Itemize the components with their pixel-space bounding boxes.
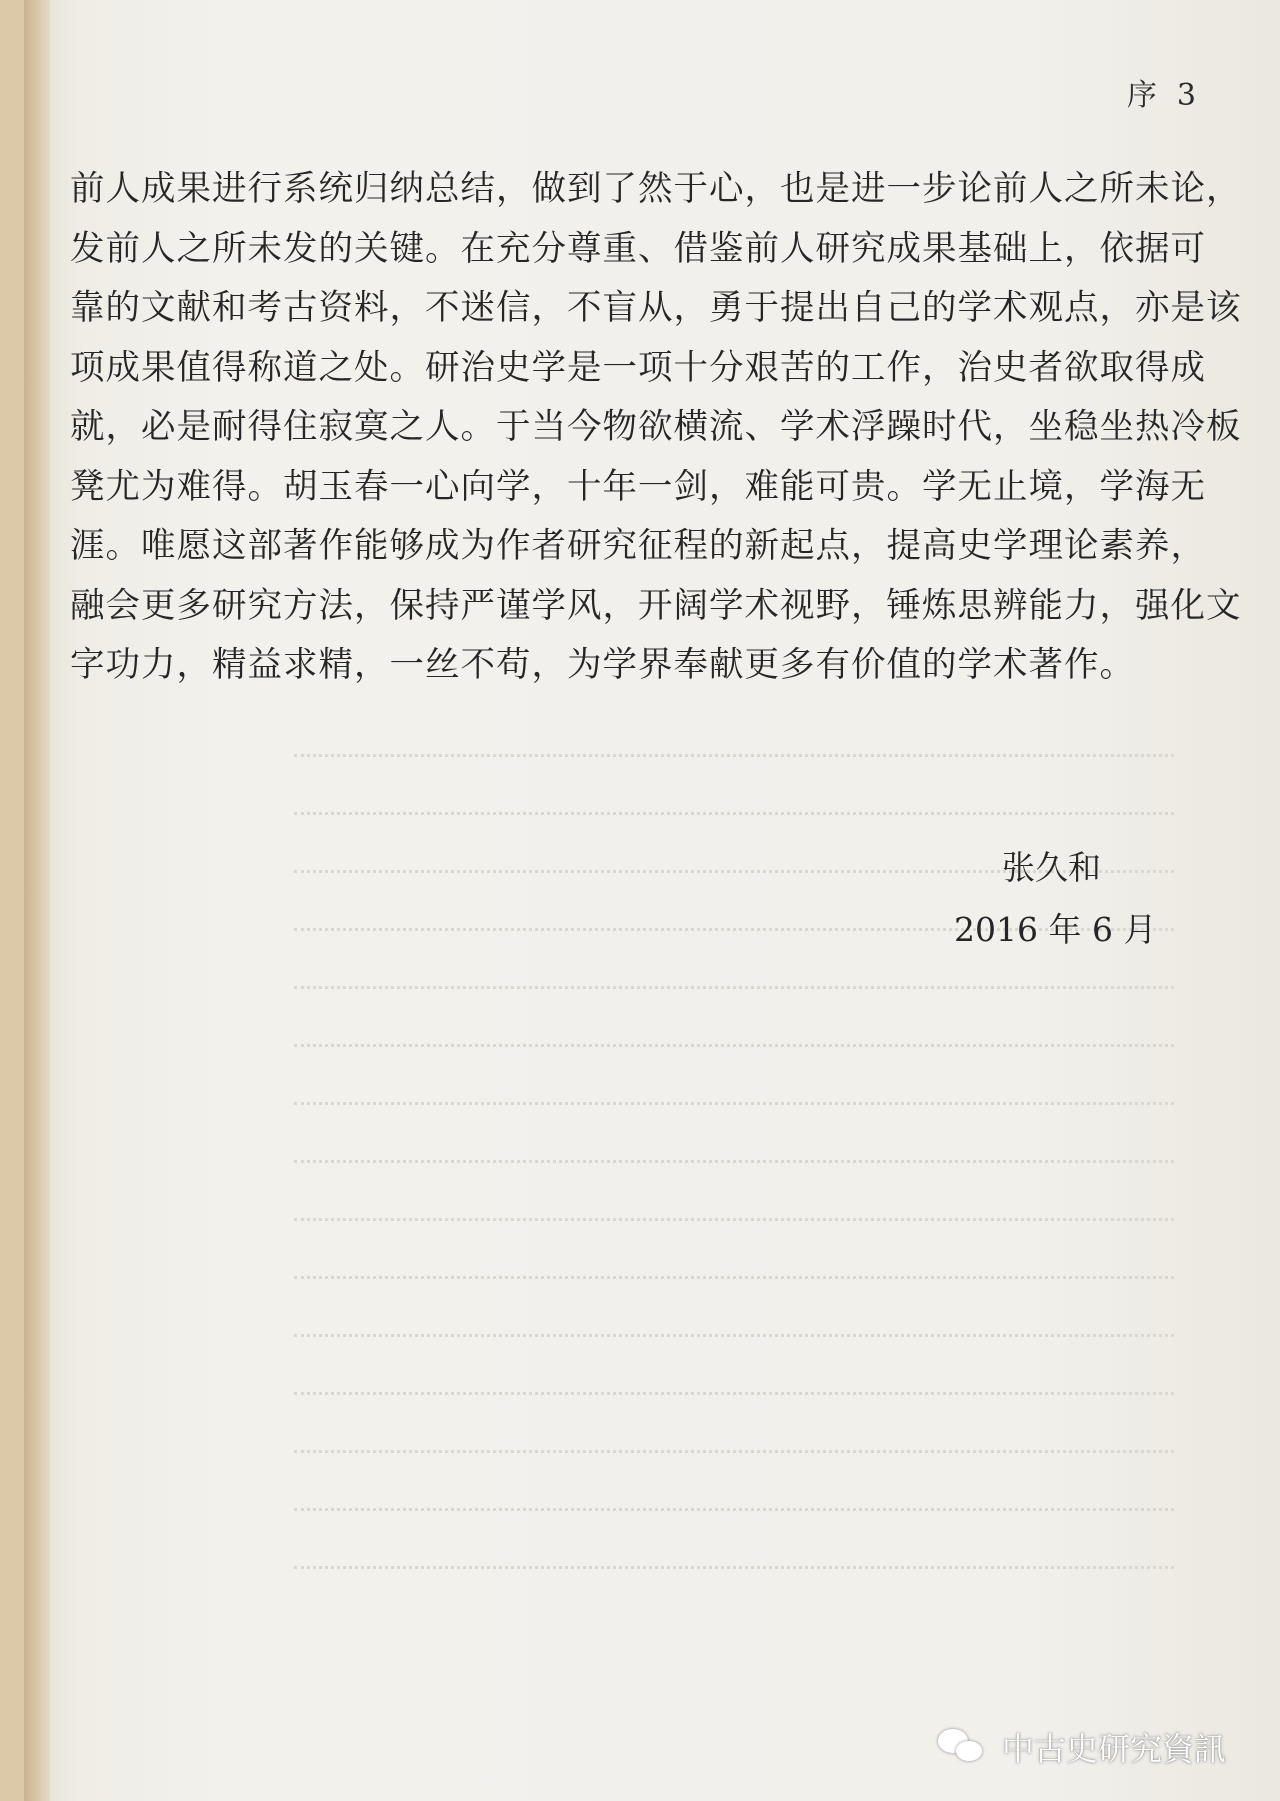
text-line: 字功力，精益求精，一丝不苟，为学界奉献更多有价值的学术著作。 <box>70 645 1135 685</box>
text-line: 凳尤为难得。胡玉春一心向学，十年一剑，难能可贵。学无止境，学海无 <box>70 466 1206 507</box>
running-header <box>1109 70 1198 114</box>
watermark-text: 中古史研究資訊 <box>1001 1730 1226 1768</box>
signature-date: 2016 年 6 月 <box>954 910 1157 949</box>
wechat-icon <box>938 1727 988 1767</box>
body-paragraph <box>70 160 1250 696</box>
text-line: 前人成果进行系统归纳总结，做到了然于心，也是进一步论前人之所未论， <box>70 169 1242 209</box>
text-line: 项成果值得称道之处。研治史学是一项十分艰苦的工作，治史者欲取得成 <box>70 347 1206 388</box>
text-line: 融会更多研究方法，保持严谨学风，开阔学术视野，锤炼思辨能力，强化文 <box>70 585 1242 626</box>
text-line: 涯。唯愿这部著作能够成为作者研究征程的新起点，提高史学理论素养， <box>70 526 1206 566</box>
text-line: 就，必是耐得住寂寞之人。于当今物欲横流、学术浮躁时代，坐稳坐热冷板 <box>70 407 1242 447</box>
book-page <box>24 0 1280 1801</box>
header-section: 序 <box>1126 78 1159 113</box>
header-page-number: 3 <box>1176 78 1198 113</box>
signature-name: 张久和 <box>1002 848 1101 887</box>
text-line: 发前人之所未发的关键。在充分尊重、借鉴前人研究成果基础上，依据可 <box>70 228 1206 269</box>
watermark <box>938 1724 1226 1770</box>
spine-shadow <box>24 0 50 1801</box>
text-line: 靠的文献和考古资料，不迷信，不盲从，勇于提出自己的学术观点，亦是该 <box>70 288 1242 328</box>
